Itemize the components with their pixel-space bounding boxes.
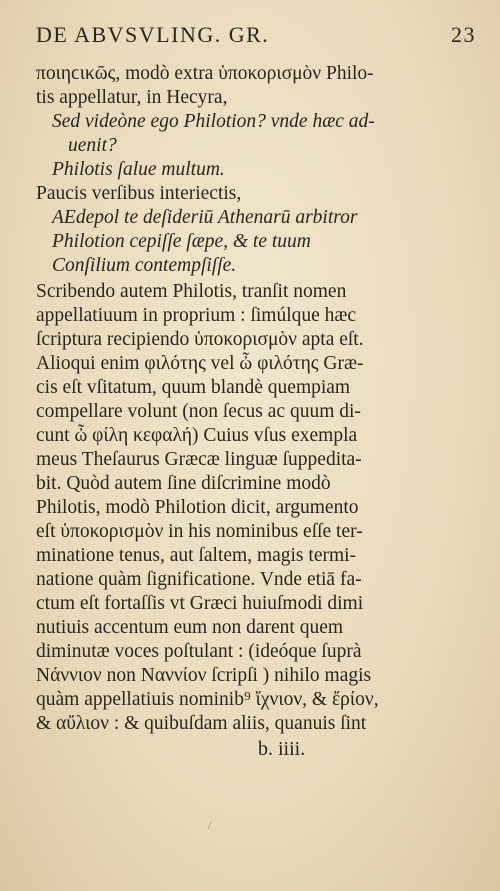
text-line: minatione tenus, aut ſaltem, magis termi- <box>36 545 357 566</box>
text-line: appellatiuum in proprium : ſimúlque hæc <box>36 305 357 326</box>
text-line: diminutæ voces poſtulant : (ideóque ſuprà <box>36 641 362 662</box>
text-line: Paucis verſibus interiectis, <box>36 183 242 204</box>
running-title: DE ABVSVLING. GR. <box>36 22 270 47</box>
text-line: cis eſt vſitatum, quum blandè quempiam <box>36 377 351 398</box>
text-line: bit. Quòd autem ſine diſcrimine modò <box>36 473 331 494</box>
text-line: eſt ὑποκορισμὸν in his nominibus eſſe ter- <box>36 521 363 542</box>
text-line: cunt ὦ φίλη κεφαλή) Cuius vſus exempla <box>36 425 358 446</box>
quotation-line: Philotis ſalue multum. <box>52 159 225 180</box>
text-line: meus Theſaurus Græcæ linguæ ſuppedita- <box>36 449 362 470</box>
text-line: nutiuis accentum eum non darent quem <box>36 617 344 638</box>
quotation-line: AEdepol te deſideriū Athenarū arbitror <box>52 207 358 228</box>
text-line: tis appellatur, in Hecyra, <box>36 87 228 108</box>
text-line: Scribendo autem Philotis, tranſit nomen <box>36 281 347 302</box>
text-line: compellare volunt (non ſecus ac quum di- <box>36 401 361 422</box>
text-line: Philotis, modò Philotion dicit, argumento <box>36 497 359 518</box>
quotation-line: Sed videòne ego Philotion? vnde hæc ad- <box>52 111 375 132</box>
signature-mark: b. iiii. <box>258 738 306 760</box>
text-line: ſcriptura recipiendo ὑποκορισμὸν apta eſt. <box>36 329 364 350</box>
page-number: 23 <box>451 22 476 47</box>
text-line: & αὔλιον : & quibuſdam aliis, quanuis ſint <box>36 713 367 734</box>
text-line: quàm appellatiuis nominib⁹ ἴχνιον, & ἔρίον, <box>36 689 379 710</box>
text-line: Alioqui enim φιλότης vel ὦ φιλότης Græ- <box>36 353 364 374</box>
text-line: ποιηϲικῶς, modò extra ὑποκορισμὸν Philo- <box>36 63 374 84</box>
quotation-line: Philotion cepiſſe ſæpe, & te tuum <box>52 231 311 252</box>
text-line: ctum eſt fortaſſis vt Græci huiuſmodi dimi <box>36 593 364 614</box>
quotation-line: uenit? <box>68 135 117 156</box>
paper-speck: / <box>208 820 212 832</box>
quotation-line: Conſilium contempſiſſe. <box>52 255 237 276</box>
text-line: natione quàm ſignificatione. Vnde etiā fa- <box>36 569 362 590</box>
text-line: Νάννιον non Ναννίον ſcripſi ) nihilo magis <box>36 665 372 686</box>
running-header <box>36 22 476 48</box>
